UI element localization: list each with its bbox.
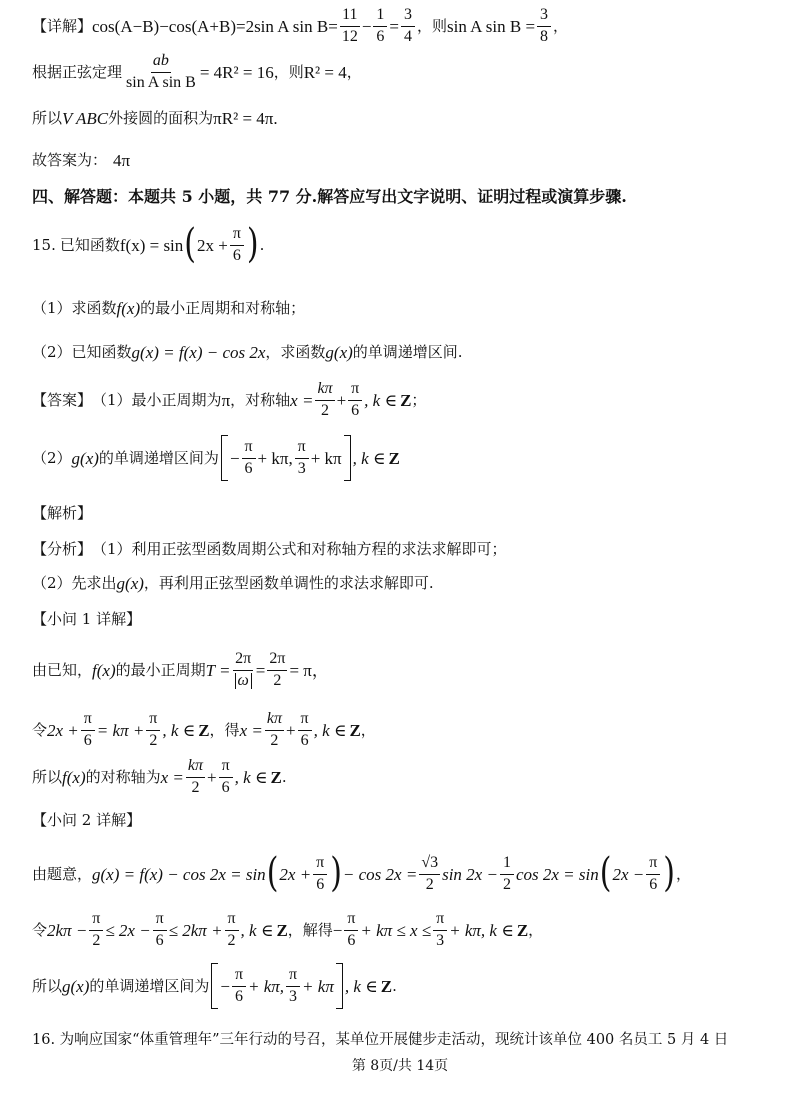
answer-part-2: （2） g(x) 的单调递增区间为 − $\frac{\pi}{6}$ + kπ, $\frac{\pi}{3}$ + kπ , k ∈ Z: [32, 434, 776, 482]
fraction: $\frac{\pi}{6}$: [344, 911, 358, 950]
area-line: 所以 V ABC 外接圆的面积为 πR² = 4π.: [32, 108, 278, 128]
fraction: $\frac{2\pi}{\omega}$: [235, 649, 252, 689]
fraction: $\frac{ab}{\text{sin A sin B}}$: [126, 51, 196, 91]
sub1-line-3: 所以 f(x) 的对称轴为 x = $\frac{k\pi}{2}$ + $\frac{\pi}{6}$ , k ∈ Z .: [32, 756, 287, 796]
fraction: $\frac{\pi}{6}$: [348, 381, 362, 420]
fraction: $\frac{\pi}{2}$: [146, 711, 160, 750]
fraction: $\frac{\pi}{6}$: [219, 758, 233, 797]
sub1-line-1: 由已知， f(x) 的最小正周期 T = $\frac{2\pi}{\omega}$ = $\frac{2\pi}{2}$ = π，: [32, 649, 329, 689]
fraction: $\frac{3}{8}$: [537, 7, 551, 46]
fraction: $\frac{11}{12}$: [341, 5, 358, 45]
fraction: $\frac{3}{4}$: [401, 7, 415, 46]
fraction: $\frac{\pi}{3}$: [286, 967, 300, 1006]
fenxi-line-1: 【分析】 （1）利用正弦型函数周期公式和对称轴方程的求法求解即可；: [32, 539, 507, 558]
fraction: $\frac{\pi}{6}$: [153, 911, 167, 950]
fraction: $\frac{k\pi}{2}$: [266, 709, 282, 749]
answer-part-1: 【答案】 （1）最小正周期为 π ，对称轴 x = $\frac{k\pi}{2}$ + $\frac{\pi}{6}$ , k ∈ Z ；: [32, 379, 427, 419]
sine-law-line: 根据正弦定理 $\frac{ab}{\text{sin A sin B}}$ = 4R² = 16 ，则 R² = 4 ，: [32, 51, 362, 91]
fraction: $\frac{\pi}{6}$: [313, 855, 327, 894]
detail-label: 【详解】: [32, 16, 93, 35]
answer-line: 故答案为： 4π: [32, 150, 131, 170]
sub-question-2-heading: 【小问 2 详解】: [32, 810, 142, 829]
fraction: $\frac{2\pi}{2}$: [269, 649, 286, 689]
fraction: $\frac{\pi}{3}$: [295, 439, 309, 478]
sub1-line-2: 令 2x + $\frac{\pi}{6}$ = kπ + $\frac{\pi}{2}$ , k ∈ Z ，得 x = $\frac{k\pi}{2}$ + $\frac{\pi}{6}$ , k ∈ Z ，: [32, 709, 376, 749]
fraction: $\frac{\pi}{3}$: [433, 911, 447, 950]
analysis-label: 【解析】: [32, 503, 93, 522]
sub-question-1-heading: 【小问 1 详解】: [32, 609, 142, 628]
fenxi-line-2: （2）先求出 g(x) ，再利用正弦型函数单调性的求法求解即可.: [32, 573, 434, 593]
fraction: $\frac{\pi}{6}$: [81, 711, 95, 750]
question-15-part-1: （1）求函数 f(x) 的最小正周期和对称轴；: [32, 298, 306, 318]
question-16: 16. 为响应国家“体重管理年”三年行动的号召，某单位开展健步走活动，现统计该单位 400 名员工 5 月 4 日: [32, 1031, 729, 1048]
equation: cos(A−B)−cos(A+B)=2sin A sin B=: [92, 16, 338, 36]
detail-line-1: 【详解】 cos(A−B)−cos(A+B)=2sin A sin B= $\frac{11}{12}$ − $\frac{1}{6}$ = $\frac{3}{4}$ ，则 sin A sin B = $\frac{3}{8}$ ，: [32, 5, 569, 45]
fraction: $\frac{\pi}{6}$: [230, 226, 244, 265]
fraction: $\frac{\pi}{6}$: [242, 439, 256, 478]
page-footer: 第 8页/共 14页: [351, 1058, 449, 1074]
fraction: $\frac{1}{6}$: [373, 7, 387, 46]
sub2-line-1: 由题意， g(x) = f(x) − cos 2x = sin ( 2x + $\frac{\pi}{6}$ ) − cos 2x = $\frac{√3}{2}$ sin 2x − $\frac{1}{2}$ cos 2x = sin ( 2x − $\frac{\pi}{6}$ ) ，: [32, 849, 691, 897]
fraction: $\frac{\pi}{6}$: [232, 967, 246, 1006]
question-15: 15. 已知函数 f(x) = sin ( 2x + $\frac{\pi}{6}$ ) .: [32, 220, 265, 268]
fraction: $\frac{\pi}{2}$: [89, 911, 103, 950]
fraction: $\frac{k\pi}{2}$: [317, 379, 333, 419]
section-heading: 四、解答题：本题共 5 小题，共 77 分.解答应写出文字说明、证明过程或演算步骤.: [32, 187, 627, 206]
question-15-part-2: （2）已知函数 g(x) = f(x) − cos 2x ，求函数 g(x) 的单调递增区间.: [32, 342, 463, 362]
fraction: $\frac{1}{2}$: [500, 855, 514, 894]
fraction: $\frac{√3}{2}$: [421, 853, 439, 893]
fraction: $\frac{\pi}{6}$: [646, 855, 660, 894]
fraction: $\frac{\pi}{2}$: [225, 911, 239, 950]
fraction: $\frac{k\pi}{2}$: [187, 756, 204, 796]
sub2-line-3: 所以 g(x) 的单调递增区间为 − $\frac{\pi}{6}$ + kπ, $\frac{\pi}{3}$ + kπ , k ∈ Z .: [32, 962, 776, 1010]
fraction: $\frac{\pi}{6}$: [298, 711, 312, 750]
sub2-line-2: 令 2kπ − $\frac{\pi}{2}$ ≤ 2x − $\frac{\pi}{6}$ ≤ 2kπ + $\frac{\pi}{2}$ , k ∈ Z ，解得 − $\frac{\pi}{6}$ + kπ ≤ x ≤ $\frac{\pi}{3}$ + kπ, k ∈ Z ，: [32, 909, 544, 949]
